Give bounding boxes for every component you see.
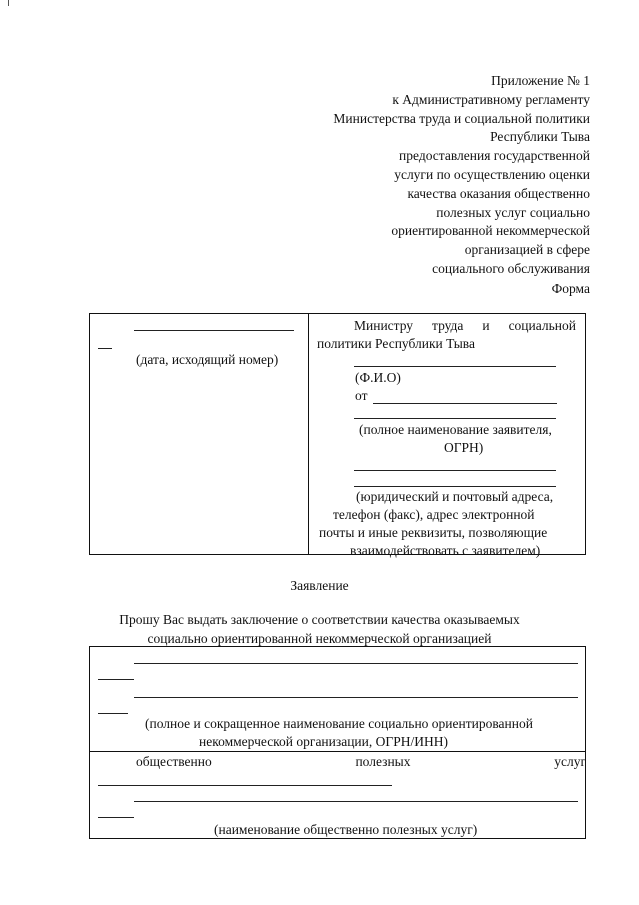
document-title: Заявление [290,578,349,593]
org-caption-1: (полное и сокращенное наименование социально ориентированной [145,716,533,731]
request-line-2: социально ориентированной некоммерческой организацией [147,630,492,646]
services-word: полезных [355,754,411,769]
appendix-line: Приложение № 1 [491,73,590,88]
appendix-line: предоставления государственной [399,148,590,164]
appendix-line: Республики Тыва [490,129,590,145]
addressee-line-1 [354,317,576,335]
org-name-line-2-continuation [98,713,128,714]
date-number-line [134,330,294,331]
contacts-line-2 [354,486,556,487]
from-line [373,403,557,404]
services-name-line-continuation [98,817,134,818]
appendix-line: Министерства труда и социальной политики [333,110,590,126]
org-name-line-1-continuation [98,679,134,680]
fio-line [354,366,556,367]
organization-box [89,646,586,839]
services-line-continuation [98,785,392,786]
appendix-line: полезных услуг социально [436,204,590,220]
date-number-caption: (дата, исходящий номер) [136,352,279,367]
corner-mark [8,0,9,6]
services-word: услуг [554,754,586,769]
header-box-divider [308,314,309,554]
services-word: общественно [136,754,212,769]
contacts-caption-2: телефон (факс), адрес электронной [333,507,535,522]
applicant-name-line [354,418,556,419]
form-label: Форма [551,281,590,296]
addressee-word: Министру [354,318,414,333]
appendix-header [270,72,590,279]
org-name-line-1 [134,663,578,664]
contacts-line-1 [354,470,556,471]
services-name-line [134,801,578,802]
from-label: от [355,388,368,403]
org-caption-2: некоммерческой организации, ОГРН/ИНН) [199,734,448,749]
appendix-line: социального обслуживания [432,260,590,276]
appendix-line: услуги по осуществлению оценки [394,166,590,182]
fio-caption: (Ф.И.О) [355,370,401,385]
addressee-word: труда [432,318,464,333]
addressee-word: и [482,318,490,333]
header-box [89,313,586,558]
appendix-line: ориентированной некоммерческой [391,223,590,239]
applicant-caption-2: ОГРН) [444,440,484,455]
request-line-1: Прошу Вас выдать заключение о соответствии качества оказываемых [119,612,520,627]
addressee-word: социальной [508,318,576,333]
request-text [0,611,639,648]
contacts-caption-4: взаимодействовать с заявителем) [350,543,541,558]
services-line [136,753,586,771]
appendix-line: качества оказания общественно [407,185,590,201]
contacts-caption-1: (юридический и почтовый адреса, [356,489,554,504]
organization-box-divider [90,751,585,752]
org-name-line-2 [134,697,578,698]
date-number-line-continuation [98,348,112,349]
services-caption: (наименование общественно полезных услуг) [214,822,478,837]
applicant-caption-1: (полное наименование заявителя, [359,422,552,437]
appendix-line: организацией в сфере [464,242,590,258]
contacts-caption-3: почты и иные реквизиты, позволяющие [319,525,548,540]
appendix-line: к Административному регламенту [392,91,590,107]
addressee-line-2: политики Республики Тыва [317,336,475,351]
